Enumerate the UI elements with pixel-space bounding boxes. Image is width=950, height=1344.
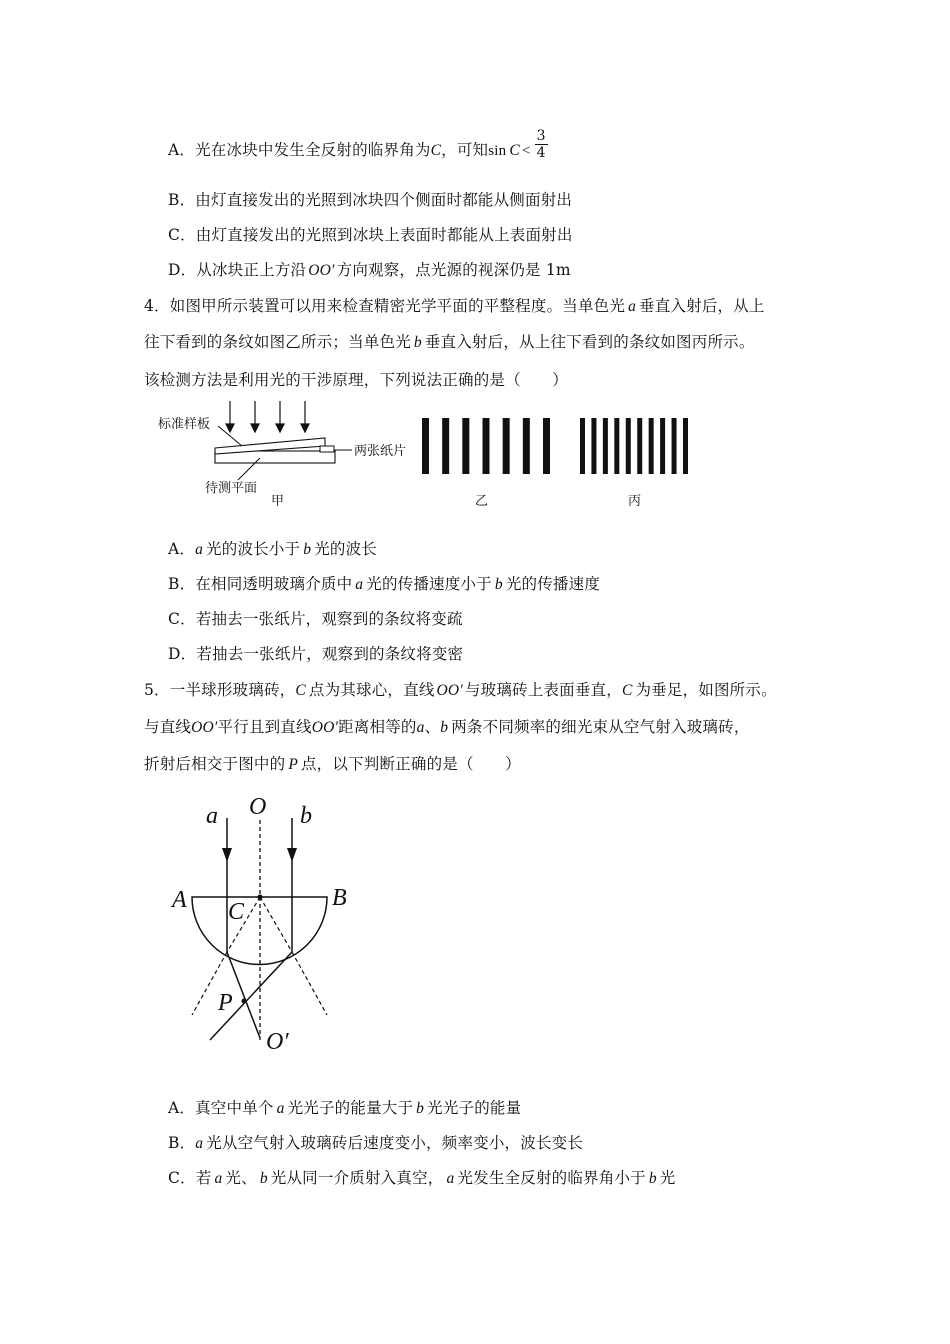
- q5-figure: [160, 790, 380, 1060]
- var-b: b: [648, 1170, 657, 1187]
- q4-stem-1b: 垂直入射后，从上: [639, 297, 765, 315]
- var-b: b: [413, 334, 422, 351]
- var-c-2: C: [509, 142, 520, 159]
- q4-optA-b: 光的波长小于: [206, 540, 301, 558]
- q5-optA-a: A．真空中单个: [168, 1099, 274, 1117]
- fringe-pattern-yi: [422, 418, 550, 474]
- fraction-numerator: 3: [536, 127, 546, 144]
- fraction-3-4: [535, 128, 548, 161]
- caption-yi: 乙: [475, 494, 489, 509]
- q5-l1b: 点为其球心，直线: [308, 681, 435, 699]
- label-b: b: [300, 803, 312, 829]
- q4-figure: [150, 396, 710, 511]
- q3-option-b: B．由灯直接发出的光照到冰块四个侧面时都能从侧面射出: [168, 191, 573, 209]
- q5-stem-line-1: [144, 678, 777, 700]
- q5-stem-line-3: [144, 752, 521, 774]
- var-a: a: [446, 1170, 455, 1187]
- q5-l1c: 与玻璃砖上表面垂直，: [464, 681, 622, 699]
- var-b: b: [303, 541, 312, 558]
- fringe-bar: [660, 418, 665, 474]
- q5-option-b: [168, 1131, 583, 1153]
- fringe-bar: [637, 418, 642, 474]
- fringe-bar: [543, 418, 550, 474]
- var-p: P: [288, 756, 298, 773]
- arrow-b: [287, 848, 297, 862]
- point-c: [258, 895, 263, 900]
- var-b: b: [494, 576, 503, 593]
- label-A: A: [172, 887, 187, 913]
- var-b: b: [440, 719, 449, 736]
- q4-optA-a: A．: [168, 540, 196, 558]
- q4-stem-2a: 往下看到的条纹如图乙所示；当单色光: [144, 333, 411, 351]
- q5-optC-b: 光、: [225, 1169, 257, 1187]
- var-a: a: [416, 719, 425, 736]
- q5-l2c: 距离相等的: [338, 718, 417, 736]
- fringe-bar: [626, 418, 631, 474]
- q5-optC-a: C．若: [168, 1169, 212, 1187]
- point-p: [242, 999, 247, 1004]
- q4-stem-line-1: [144, 294, 765, 316]
- q5-optA-b: 光光子的能量大于: [287, 1099, 414, 1117]
- var-b: b: [416, 1100, 425, 1117]
- label-standard-plate: 标准样板: [158, 417, 211, 432]
- q5-l2d: 、: [424, 718, 441, 736]
- q4-option-d: D．若抽去一张纸片，观察到的条纹将变密: [168, 645, 464, 663]
- q5-l2e: 两条不同频率的细光束从空气射入玻璃砖，: [451, 718, 750, 736]
- label-P: P: [218, 990, 233, 1016]
- q5-stem-line-2: [144, 715, 750, 737]
- label-test-surface: 待测平面: [205, 481, 258, 496]
- fringe-pattern-bing: [580, 418, 688, 474]
- q4-option-c: C．若抽去一张纸片，观察到的条纹将变疏: [168, 610, 463, 628]
- q5-optB-b: 光从空气射入玻璃砖后速度变小，频率变小，波长变长: [206, 1134, 584, 1152]
- fringe-bar: [672, 418, 677, 474]
- var-oo: OO′: [191, 719, 218, 736]
- fringe-bar: [683, 418, 688, 474]
- q3-option-d: [168, 258, 571, 280]
- q4-stem-2b: 垂直入射后，从上往下看到的条纹如图丙所示。: [424, 333, 755, 351]
- var-a: a: [214, 1170, 223, 1187]
- q5-option-a: [168, 1096, 521, 1118]
- incident-arrows: [226, 401, 309, 432]
- q5-l3a: 折射后相交于图中的: [144, 755, 286, 773]
- q5-l2b: 平行且到直线: [217, 718, 312, 736]
- label-paper: 两张纸片: [354, 444, 407, 459]
- arrow-a: [222, 848, 232, 862]
- q5-l1a: 5．一半球形玻璃砖，: [144, 681, 296, 699]
- label-O-prime: O′: [266, 1029, 289, 1055]
- q5-optC-d: 光发生全反射的临界角小于: [457, 1169, 646, 1187]
- q3-option-a: [168, 127, 548, 161]
- q4-optA-c: 光的波长: [314, 540, 378, 558]
- fringe-bar: [422, 418, 429, 474]
- q3-option-a-mid: ，可知: [441, 141, 489, 159]
- fringe-bar: [649, 418, 654, 474]
- q4-optB-c: 光的传播速度: [505, 575, 601, 593]
- q5-l1d: 为垂足，如图所示。: [635, 681, 777, 699]
- q4-option-a: [168, 537, 377, 559]
- q5-l3b: 点，以下判断正确的是（ ）: [300, 755, 521, 773]
- q4-stem-1a: 4．如图甲所示装置可以用来检查精密光学平面的平整程度。当单色光: [144, 297, 626, 315]
- var-c: C: [295, 682, 306, 699]
- fringe-bar: [442, 418, 449, 474]
- label-o: O: [249, 794, 267, 820]
- q5-optA-c: 光光子的能量: [427, 1099, 522, 1117]
- fringe-bar: [614, 418, 619, 474]
- q5-optB-a: B．: [168, 1134, 196, 1152]
- label-a: a: [206, 803, 218, 829]
- fraction-denominator: 4: [536, 144, 546, 161]
- label-B: B: [332, 885, 347, 911]
- fringe-bar: [483, 418, 490, 474]
- sin-func: sin: [488, 143, 507, 159]
- q5-l2a: 与直线: [144, 718, 192, 736]
- var-c: C: [621, 682, 633, 699]
- q5-option-c: [168, 1166, 676, 1188]
- fringe-bar: [523, 418, 530, 474]
- var-a: a: [195, 541, 204, 558]
- q4-optB-a: B．在相同透明玻璃介质中: [168, 575, 353, 593]
- q5-optC-c: 光从同一介质射入真空，: [270, 1169, 444, 1187]
- fringe-bar: [580, 418, 585, 474]
- fringe-bar: [503, 418, 510, 474]
- q4-stem-line-3: 该检测方法是利用光的干涉原理，下列说法正确的是（ ）: [144, 371, 568, 389]
- var-a: a: [195, 1135, 204, 1152]
- caption-bing: 丙: [628, 494, 642, 509]
- fringe-bar: [591, 418, 596, 474]
- var-oo: OO′: [311, 719, 339, 736]
- var-a: a: [276, 1100, 285, 1117]
- var-oo: OO′: [436, 682, 463, 699]
- q3-option-d-text: D．从冰块正上方沿: [168, 261, 307, 279]
- fringe-bar: [462, 418, 469, 474]
- q3-option-d-suffix: 方向观察，点光源的视深仍是 1m: [336, 261, 571, 279]
- q3-option-a-text: A．光在冰块中发生全反射的临界角为: [168, 141, 431, 159]
- caption-jia: 甲: [271, 494, 285, 509]
- q4-optB-b: 光的传播速度小于: [366, 575, 492, 593]
- q5-optC-e: 光: [659, 1169, 676, 1187]
- q4-stem-line-2: [144, 330, 755, 352]
- normal-b-extension: [292, 952, 327, 1015]
- var-c: C: [430, 142, 442, 159]
- var-b: b: [259, 1170, 268, 1187]
- q4-option-b: [168, 572, 600, 594]
- label-C: C: [228, 899, 245, 925]
- less-than: <: [521, 143, 531, 159]
- q3-option-c: C．由灯直接发出的光照到冰块上表面时都能从上表面射出: [168, 226, 573, 244]
- var-a: a: [628, 298, 637, 315]
- var-a: a: [355, 576, 364, 593]
- var-oo: OO′: [308, 262, 335, 279]
- paper-strips: [320, 446, 334, 452]
- fringe-bar: [603, 418, 608, 474]
